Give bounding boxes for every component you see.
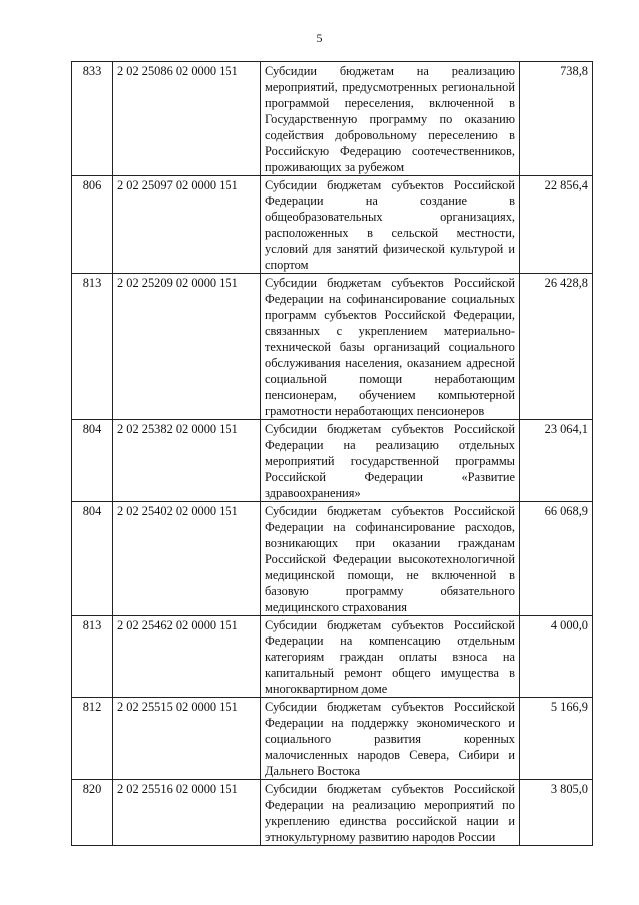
budget-code-cell: 2 02 25462 02 0000 151 — [113, 616, 261, 698]
admin-code-cell: 820 — [72, 780, 113, 846]
budget-code-cell: 2 02 25209 02 0000 151 — [113, 274, 261, 420]
amount-cell: 5 166,9 — [520, 698, 593, 780]
amount-cell: 738,8 — [520, 62, 593, 176]
description-cell: Субсидии бюджетам субъектов Российской Федерации на софинансирование социальных программ субъектов Российской Федерации, связанных с укреплением материально-технической базы организаций социального обслуживания населения, оказанием адресной социальной помощи неработающим пенсионерам, обучением компьютерной грамотности неработающих пенсионеров — [261, 274, 520, 420]
budget-code-cell: 2 02 25086 02 0000 151 — [113, 62, 261, 176]
description-cell: Субсидии бюджетам на реализацию мероприятий, предусмотренных региональной программой переселения, включенной в Государственную программу по оказанию содействия добровольному переселению в Российскую Федерацию соотечественников, проживающих за рубежом — [261, 62, 520, 176]
budget-code-cell: 2 02 25402 02 0000 151 — [113, 502, 261, 616]
description-cell: Субсидии бюджетам субъектов Российской Федерации на реализацию отдельных мероприятий государственной программы Российской Федерации «Развитие здравоохранения» — [261, 420, 520, 502]
description-cell: Субсидии бюджетам субъектов Российской Федерации на компенсацию отдельным категориям граждан оплаты взноса на капитальный ремонт общего имущества в многоквартирном доме — [261, 616, 520, 698]
table-row — [72, 502, 593, 616]
budget-code-cell: 2 02 25097 02 0000 151 — [113, 176, 261, 274]
admin-code-cell: 813 — [72, 616, 113, 698]
budget-code-cell: 2 02 25515 02 0000 151 — [113, 698, 261, 780]
description-cell: Субсидии бюджетам субъектов Российской Федерации на создание в общеобразовательных организациях, расположенных в сельской местности, условий для занятий физической культурой и спортом — [261, 176, 520, 274]
admin-code-cell: 812 — [72, 698, 113, 780]
table-row — [72, 698, 593, 780]
table-row — [72, 176, 593, 274]
amount-cell: 22 856,4 — [520, 176, 593, 274]
description-cell: Субсидии бюджетам субъектов Российской Федерации на софинансирование расходов, возникающих при оказании гражданам Российской Федерации высокотехнологичной медицинской помощи, не включенной в базовую программу обязательного медицинского страхования — [261, 502, 520, 616]
amount-cell: 23 064,1 — [520, 420, 593, 502]
budget-code-cell: 2 02 25382 02 0000 151 — [113, 420, 261, 502]
amount-cell: 26 428,8 — [520, 274, 593, 420]
amount-cell: 3 805,0 — [520, 780, 593, 846]
table-row — [72, 420, 593, 502]
admin-code-cell: 813 — [72, 274, 113, 420]
admin-code-cell: 833 — [72, 62, 113, 176]
description-cell: Субсидии бюджетам субъектов Российской Федерации на поддержку экономического и социального развития коренных малочисленных народов Севера, Сибири и Дальнего Востока — [261, 698, 520, 780]
admin-code-cell: 806 — [72, 176, 113, 274]
budget-code-cell: 2 02 25516 02 0000 151 — [113, 780, 261, 846]
admin-code-cell: 804 — [72, 420, 113, 502]
table-row — [72, 274, 593, 420]
table-row — [72, 62, 593, 176]
amount-cell: 66 068,9 — [520, 502, 593, 616]
amount-cell: 4 000,0 — [520, 616, 593, 698]
table-row — [72, 780, 593, 846]
budget-table — [71, 61, 593, 846]
admin-code-cell: 804 — [72, 502, 113, 616]
table-row — [72, 616, 593, 698]
description-cell: Субсидии бюджетам субъектов Российской Федерации на реализацию мероприятий по укреплению единства российской нации и этнокультурному развитию народов России — [261, 780, 520, 846]
page-number: 5 — [316, 31, 323, 45]
